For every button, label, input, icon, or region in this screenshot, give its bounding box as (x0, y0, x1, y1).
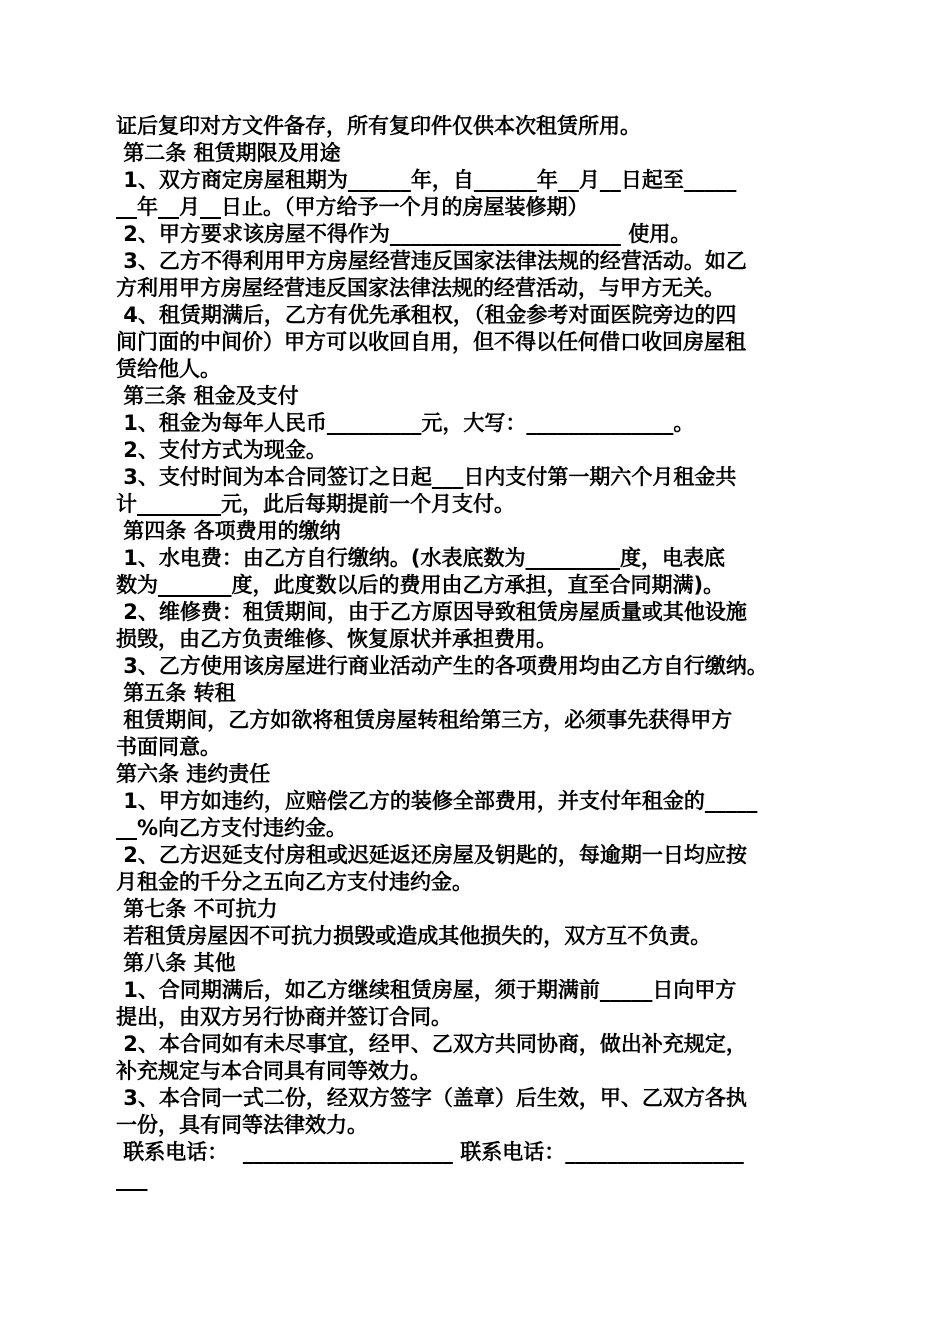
document-line: 3、支付时间为本合同签订之日起___日内支付第一期六个月租金共 (116, 465, 737, 489)
document-line: 补充规定与本合同具有同等效力。 (116, 1059, 431, 1083)
document-line: 书面同意。 (116, 735, 221, 759)
document-line: 2、乙方迟延支付房租或迟延返还房屋及钥匙的，每逾期一日均应按 (116, 843, 747, 867)
document-line: 数为_______度，此度数以后的费用由乙方承担，直至合同期满)。 (116, 573, 725, 597)
document-line: 1、甲方如违约，应赔偿乙方的装修全部费用，并支付年租金的_____ (116, 789, 758, 813)
document-line: 2、维修费：租赁期间，由于乙方原因导致租赁房屋质量或其他设施 (116, 600, 747, 624)
document-line: ___ (116, 1167, 148, 1191)
document-line: 第七条 不可抗力 (116, 897, 278, 921)
document-line: 租赁期间，乙方如欲将租赁房屋转租给第三方，必须事先获得甲方 (116, 708, 733, 732)
document-line: 月租金的千分之五向乙方支付违约金。 (116, 870, 473, 894)
document-line: 3、乙方不得利用甲方房屋经营违反国家法律法规的经营活动。如乙 (116, 249, 747, 273)
document-line: __%向乙方支付违约金。 (116, 816, 348, 840)
document-line: 2、甲方要求该房屋不得作为______________________ 使用。 (116, 222, 692, 246)
document-line: __年__月__日止。（甲方给予一个月的房屋装修期） (116, 195, 589, 219)
document-line: 3、本合同一式二份，经双方签字（盖章）后生效，甲、乙双方各执 (116, 1086, 747, 1110)
document-line: 2、本合同如有未尽事宜，经甲、乙双方共同协商，做出补充规定， (116, 1032, 747, 1056)
document-line: 1、合同期满后，如乙方继续租赁房屋，须于期满前_____日向甲方 (116, 978, 737, 1002)
document-line: 第六条 违约责任 (116, 762, 271, 786)
document-line: 1、租金为每年人民币_________元，大写：______________。 (116, 411, 695, 435)
document-line: 提出，由双方另行协商并签订合同。 (116, 1005, 452, 1029)
document-line: 第八条 其他 (116, 951, 236, 975)
document-line: 2、支付方式为现金。 (116, 438, 327, 462)
document-line: 赁给他人。 (116, 357, 221, 381)
document-line: 第二条 租赁期限及用途 (116, 141, 341, 165)
document-line: 若租赁房屋因不可抗力损毁或造成其他损失的，双方互不负责。 (116, 924, 712, 948)
document-line: 第三条 租金及支付 (116, 384, 299, 408)
document-line: 1、双方商定房屋租期为______年，自______年__月__日起至_____ (116, 168, 737, 192)
document-line: 一份，具有同等法律效力。 (116, 1113, 368, 1137)
document-line: 第四条 各项费用的缴纳 (116, 519, 341, 543)
document-line: 计________元，此后每期提前一个月支付。 (116, 492, 515, 516)
document-line: 3、乙方使用该房屋进行商业活动产生的各项费用均由乙方自行缴纳。 (116, 654, 768, 678)
document-line: 联系电话： ____________________ 联系电话：_________________ (116, 1140, 744, 1164)
contract-body (116, 113, 846, 1193)
document-line: 方利用甲方房屋经营违反国家法律法规的经营活动，与甲方无关。 (116, 276, 725, 300)
document-line: 证后复印对方文件备存，所有复印件仅供本次租赁所用。 (116, 114, 641, 138)
document-line: 损毁，由乙方负责维修、恢复原状并承担费用。 (116, 627, 557, 651)
document-line: 4、租赁期满后，乙方有优先承租权，（租金参考对面医院旁边的四 (116, 303, 737, 327)
document-line: 1、水电费：由乙方自行缴纳。(水表底数为_________度，电表底 (116, 546, 726, 570)
document-line: 间门面的中间价）甲方可以收回自用，但不得以任何借口收回房屋租 (116, 330, 746, 354)
document-line: 第五条 转租 (116, 681, 236, 705)
